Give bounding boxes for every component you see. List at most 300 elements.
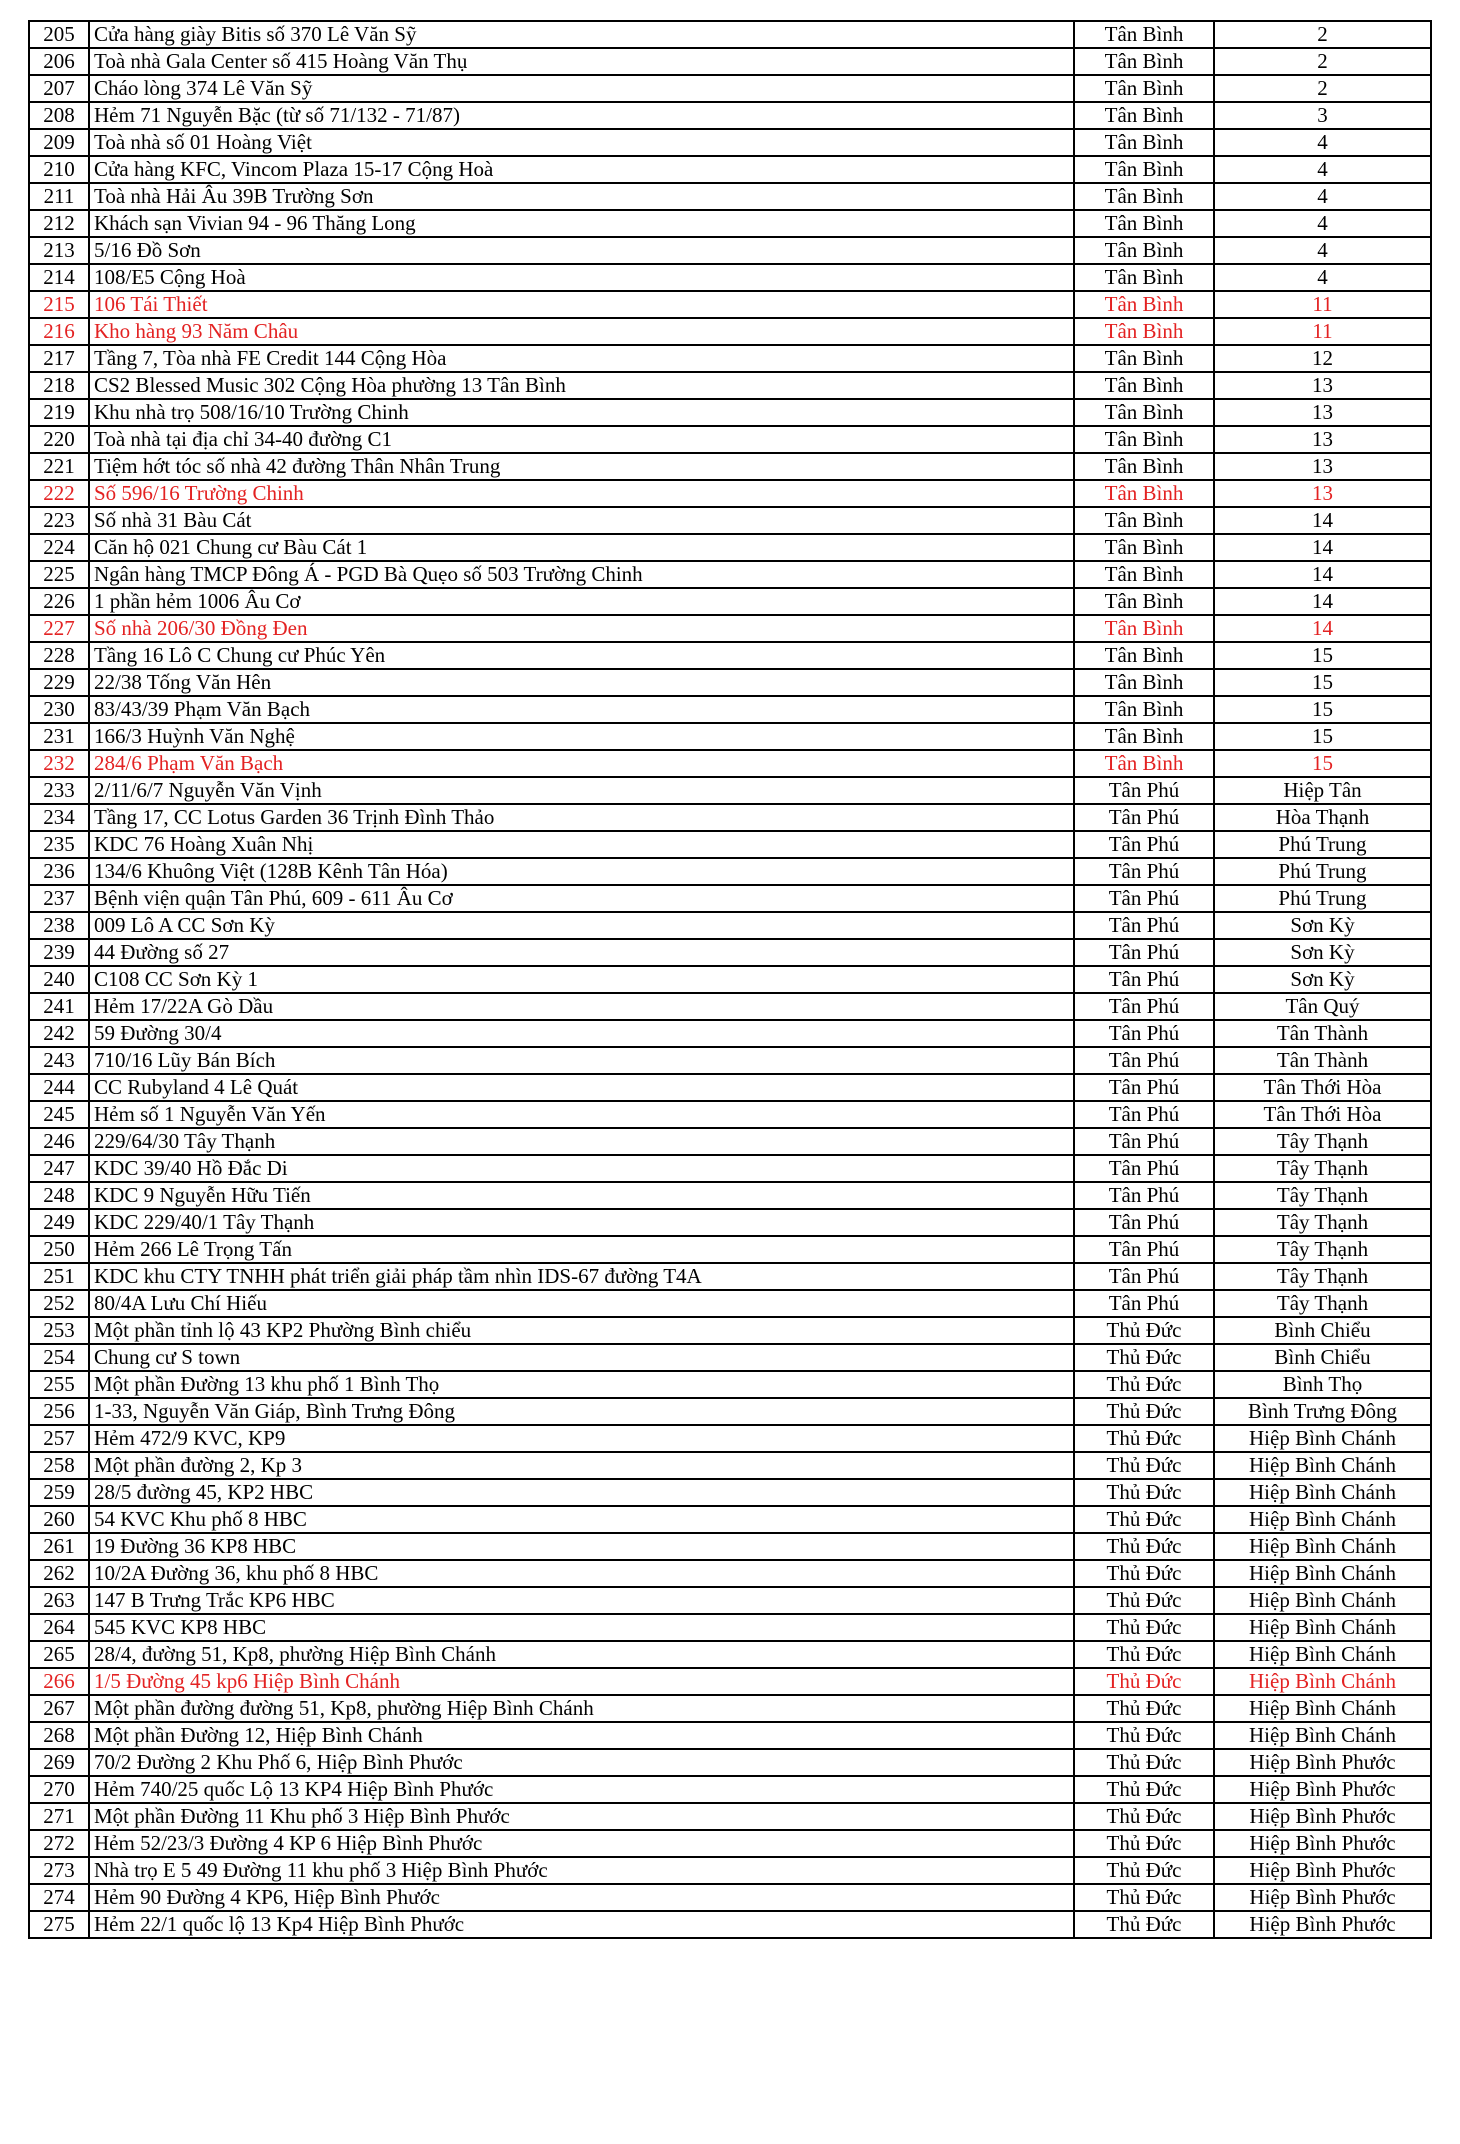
row-number: 236 — [29, 858, 89, 885]
address-cell: 83/43/39 Phạm Văn Bạch — [89, 696, 1074, 723]
district-cell: Tân Phú — [1074, 1047, 1214, 1074]
row-number: 240 — [29, 966, 89, 993]
address-cell: 2/11/6/7 Nguyễn Văn Vịnh — [89, 777, 1074, 804]
district-cell: Tân Phú — [1074, 966, 1214, 993]
district-cell: Thủ Đức — [1074, 1425, 1214, 1452]
ward-cell: Bình Trưng Đông — [1214, 1398, 1431, 1425]
address-cell: 54 KVC Khu phố 8 HBC — [89, 1506, 1074, 1533]
district-cell: Tân Bình — [1074, 615, 1214, 642]
ward-cell: 2 — [1214, 21, 1431, 48]
ward-cell: Hiệp Bình Chánh — [1214, 1614, 1431, 1641]
row-number: 253 — [29, 1317, 89, 1344]
address-cell: Một phần tỉnh lộ 43 KP2 Phường Bình chiểu — [89, 1317, 1074, 1344]
district-cell: Tân Bình — [1074, 561, 1214, 588]
address-table-body — [29, 21, 1431, 1938]
district-cell: Tân Bình — [1074, 318, 1214, 345]
district-cell: Tân Phú — [1074, 1128, 1214, 1155]
ward-cell: 15 — [1214, 750, 1431, 777]
table-row — [29, 1101, 1431, 1128]
address-cell: Một phần Đường 13 khu phố 1 Bình Thọ — [89, 1371, 1074, 1398]
address-cell: Một phần đường đường 51, Kp8, phường Hiệp Bình Chánh — [89, 1695, 1074, 1722]
address-cell: 22/38 Tống Văn Hên — [89, 669, 1074, 696]
table-row — [29, 750, 1431, 777]
table-row — [29, 75, 1431, 102]
address-cell: 134/6 Khuông Việt (128B Kênh Tân Hóa) — [89, 858, 1074, 885]
ward-cell: Hiệp Bình Chánh — [1214, 1506, 1431, 1533]
district-cell: Tân Bình — [1074, 507, 1214, 534]
address-cell: 009 Lô A CC Sơn Kỳ — [89, 912, 1074, 939]
ward-cell: Tây Thạnh — [1214, 1182, 1431, 1209]
address-cell: KDC 9 Nguyễn Hữu Tiến — [89, 1182, 1074, 1209]
district-cell: Tân Bình — [1074, 588, 1214, 615]
row-number: 237 — [29, 885, 89, 912]
district-cell: Tân Phú — [1074, 777, 1214, 804]
ward-cell: Tây Thạnh — [1214, 1128, 1431, 1155]
row-number: 264 — [29, 1614, 89, 1641]
address-cell: Khách sạn Vivian 94 - 96 Thăng Long — [89, 210, 1074, 237]
ward-cell: Hiệp Tân — [1214, 777, 1431, 804]
address-cell: 5/16 Đồ Sơn — [89, 237, 1074, 264]
table-row — [29, 1830, 1431, 1857]
district-cell: Tân Phú — [1074, 831, 1214, 858]
address-cell: Toà nhà Gala Center số 415 Hoàng Văn Thụ — [89, 48, 1074, 75]
address-cell: Hẻm 266 Lê Trọng Tấn — [89, 1236, 1074, 1263]
ward-cell: Hiệp Bình Phước — [1214, 1884, 1431, 1911]
table-row — [29, 1155, 1431, 1182]
table-row — [29, 1182, 1431, 1209]
district-cell: Thủ Đức — [1074, 1614, 1214, 1641]
table-row — [29, 1776, 1431, 1803]
table-row — [29, 399, 1431, 426]
district-cell: Thủ Đức — [1074, 1884, 1214, 1911]
row-number: 228 — [29, 642, 89, 669]
ward-cell: 13 — [1214, 453, 1431, 480]
ward-cell: 4 — [1214, 156, 1431, 183]
district-cell: Tân Phú — [1074, 912, 1214, 939]
ward-cell: Hiệp Bình Chánh — [1214, 1533, 1431, 1560]
district-cell: Tân Phú — [1074, 1236, 1214, 1263]
row-number: 273 — [29, 1857, 89, 1884]
row-number: 249 — [29, 1209, 89, 1236]
address-cell: Toà nhà số 01 Hoàng Việt — [89, 129, 1074, 156]
table-row — [29, 1020, 1431, 1047]
table-row — [29, 723, 1431, 750]
address-cell: Nhà trọ E 5 49 Đường 11 khu phố 3 Hiệp Bình Phước — [89, 1857, 1074, 1884]
row-number: 225 — [29, 561, 89, 588]
row-number: 267 — [29, 1695, 89, 1722]
district-cell: Tân Bình — [1074, 129, 1214, 156]
row-number: 251 — [29, 1263, 89, 1290]
row-number: 246 — [29, 1128, 89, 1155]
address-cell: CC Rubyland 4 Lê Quát — [89, 1074, 1074, 1101]
row-number: 235 — [29, 831, 89, 858]
district-cell: Thủ Đức — [1074, 1911, 1214, 1938]
address-cell: Chung cư S town — [89, 1344, 1074, 1371]
ward-cell: 12 — [1214, 345, 1431, 372]
ward-cell: Tây Thạnh — [1214, 1236, 1431, 1263]
district-cell: Tân Bình — [1074, 696, 1214, 723]
table-row — [29, 1533, 1431, 1560]
district-cell: Thủ Đức — [1074, 1587, 1214, 1614]
address-cell: Cháo lòng 374 Lê Văn Sỹ — [89, 75, 1074, 102]
address-cell: Cửa hàng KFC, Vincom Plaza 15-17 Cộng Hoà — [89, 156, 1074, 183]
row-number: 232 — [29, 750, 89, 777]
district-cell: Thủ Đức — [1074, 1776, 1214, 1803]
table-row — [29, 426, 1431, 453]
district-cell: Tân Phú — [1074, 1209, 1214, 1236]
district-cell: Tân Bình — [1074, 723, 1214, 750]
district-cell: Thủ Đức — [1074, 1668, 1214, 1695]
ward-cell: Bình Thọ — [1214, 1371, 1431, 1398]
address-cell: CS2 Blessed Music 302 Cộng Hòa phường 13 Tân Bình — [89, 372, 1074, 399]
row-number: 210 — [29, 156, 89, 183]
district-cell: Thủ Đức — [1074, 1479, 1214, 1506]
address-cell: KDC khu CTY TNHH phát triển giải pháp tầm nhìn IDS-67 đường T4A — [89, 1263, 1074, 1290]
district-cell: Tân Phú — [1074, 858, 1214, 885]
table-row — [29, 939, 1431, 966]
address-cell: 19 Đường 36 KP8 HBC — [89, 1533, 1074, 1560]
ward-cell: 14 — [1214, 534, 1431, 561]
table-row — [29, 1641, 1431, 1668]
address-cell: Số nhà 31 Bàu Cát — [89, 507, 1074, 534]
row-number: 248 — [29, 1182, 89, 1209]
table-row — [29, 1398, 1431, 1425]
address-cell: Tầng 16 Lô C Chung cư Phúc Yên — [89, 642, 1074, 669]
table-row — [29, 318, 1431, 345]
address-cell: Một phần đường 2, Kp 3 — [89, 1452, 1074, 1479]
address-cell: KDC 76 Hoàng Xuân Nhị — [89, 831, 1074, 858]
ward-cell: Hiệp Bình Chánh — [1214, 1722, 1431, 1749]
ward-cell: 14 — [1214, 507, 1431, 534]
row-number: 230 — [29, 696, 89, 723]
row-number: 217 — [29, 345, 89, 372]
ward-cell: 13 — [1214, 372, 1431, 399]
address-cell: Ngân hàng TMCP Đông Á - PGD Bà Quẹo số 503 Trường Chinh — [89, 561, 1074, 588]
address-cell: Hẻm 472/9 KVC, KP9 — [89, 1425, 1074, 1452]
ward-cell: Tân Thành — [1214, 1020, 1431, 1047]
row-number: 205 — [29, 21, 89, 48]
ward-cell: Hiệp Bình Chánh — [1214, 1641, 1431, 1668]
ward-cell: 13 — [1214, 426, 1431, 453]
district-cell: Thủ Đức — [1074, 1452, 1214, 1479]
address-cell: Hẻm 90 Đường 4 KP6, Hiệp Bình Phước — [89, 1884, 1074, 1911]
row-number: 265 — [29, 1641, 89, 1668]
district-cell: Thủ Đức — [1074, 1695, 1214, 1722]
table-row — [29, 1749, 1431, 1776]
address-cell: 70/2 Đường 2 Khu Phố 6, Hiệp Bình Phước — [89, 1749, 1074, 1776]
district-cell: Tân Phú — [1074, 1182, 1214, 1209]
row-number: 271 — [29, 1803, 89, 1830]
table-row — [29, 1209, 1431, 1236]
table-row — [29, 669, 1431, 696]
district-cell: Tân Phú — [1074, 993, 1214, 1020]
row-number: 239 — [29, 939, 89, 966]
district-cell: Tân Bình — [1074, 210, 1214, 237]
ward-cell: Tây Thạnh — [1214, 1263, 1431, 1290]
district-cell: Tân Bình — [1074, 102, 1214, 129]
table-row — [29, 129, 1431, 156]
row-number: 263 — [29, 1587, 89, 1614]
district-cell: Tân Bình — [1074, 453, 1214, 480]
table-row — [29, 1668, 1431, 1695]
district-cell: Tân Bình — [1074, 156, 1214, 183]
row-number: 242 — [29, 1020, 89, 1047]
table-row — [29, 237, 1431, 264]
address-cell: Hẻm 52/23/3 Đường 4 KP 6 Hiệp Bình Phước — [89, 1830, 1074, 1857]
address-cell: 545 KVC KP8 HBC — [89, 1614, 1074, 1641]
ward-cell: Hiệp Bình Phước — [1214, 1776, 1431, 1803]
ward-cell: Hiệp Bình Phước — [1214, 1857, 1431, 1884]
row-number: 256 — [29, 1398, 89, 1425]
district-cell: Tân Phú — [1074, 1020, 1214, 1047]
ward-cell: Hiệp Bình Phước — [1214, 1911, 1431, 1938]
district-cell: Tân Bình — [1074, 534, 1214, 561]
ward-cell: 2 — [1214, 48, 1431, 75]
table-row — [29, 966, 1431, 993]
ward-cell: Phú Trung — [1214, 885, 1431, 912]
district-cell: Tân Phú — [1074, 1101, 1214, 1128]
table-row — [29, 1236, 1431, 1263]
row-number: 241 — [29, 993, 89, 1020]
district-cell: Thủ Đức — [1074, 1560, 1214, 1587]
row-number: 222 — [29, 480, 89, 507]
address-cell: 1/5 Đường 45 kp6 Hiệp Bình Chánh — [89, 1668, 1074, 1695]
ward-cell: 14 — [1214, 588, 1431, 615]
row-number: 219 — [29, 399, 89, 426]
district-cell: Thủ Đức — [1074, 1641, 1214, 1668]
district-cell: Thủ Đức — [1074, 1803, 1214, 1830]
table-row — [29, 21, 1431, 48]
table-row — [29, 48, 1431, 75]
row-number: 245 — [29, 1101, 89, 1128]
ward-cell: Tây Thạnh — [1214, 1290, 1431, 1317]
row-number: 231 — [29, 723, 89, 750]
row-number: 257 — [29, 1425, 89, 1452]
address-cell: 710/16 Lũy Bán Bích — [89, 1047, 1074, 1074]
address-cell: Hẻm 71 Nguyễn Bặc (từ số 71/132 - 71/87) — [89, 102, 1074, 129]
district-cell: Tân Bình — [1074, 642, 1214, 669]
district-cell: Tân Bình — [1074, 480, 1214, 507]
ward-cell: Tân Thới Hòa — [1214, 1101, 1431, 1128]
district-cell: Tân Phú — [1074, 885, 1214, 912]
row-number: 208 — [29, 102, 89, 129]
ward-cell: 4 — [1214, 183, 1431, 210]
row-number: 229 — [29, 669, 89, 696]
district-cell: Thủ Đức — [1074, 1722, 1214, 1749]
ward-cell: 2 — [1214, 75, 1431, 102]
address-cell: C108 CC Sơn Kỳ 1 — [89, 966, 1074, 993]
ward-cell: Hiệp Bình Chánh — [1214, 1668, 1431, 1695]
row-number: 220 — [29, 426, 89, 453]
row-number: 223 — [29, 507, 89, 534]
ward-cell: Bình Chiểu — [1214, 1317, 1431, 1344]
ward-cell: Tân Quý — [1214, 993, 1431, 1020]
address-cell: Căn hộ 021 Chung cư Bàu Cát 1 — [89, 534, 1074, 561]
row-number: 255 — [29, 1371, 89, 1398]
table-row — [29, 453, 1431, 480]
table-row — [29, 1344, 1431, 1371]
row-number: 213 — [29, 237, 89, 264]
row-number: 259 — [29, 1479, 89, 1506]
address-cell: Số 596/16 Trường Chinh — [89, 480, 1074, 507]
district-cell: Tân Phú — [1074, 804, 1214, 831]
address-cell: Một phần Đường 11 Khu phố 3 Hiệp Bình Phước — [89, 1803, 1074, 1830]
table-row — [29, 1425, 1431, 1452]
address-cell: KDC 39/40 Hồ Đắc Di — [89, 1155, 1074, 1182]
ward-cell: Sơn Kỳ — [1214, 939, 1431, 966]
row-number: 209 — [29, 129, 89, 156]
table-row — [29, 588, 1431, 615]
row-number: 261 — [29, 1533, 89, 1560]
address-cell: Số nhà 206/30 Đồng Đen — [89, 615, 1074, 642]
address-table — [28, 20, 1432, 1939]
address-cell: Bệnh viện quận Tân Phú, 609 - 611 Âu Cơ — [89, 885, 1074, 912]
row-number: 266 — [29, 1668, 89, 1695]
ward-cell: Bình Chiểu — [1214, 1344, 1431, 1371]
row-number: 238 — [29, 912, 89, 939]
ward-cell: Hòa Thạnh — [1214, 804, 1431, 831]
table-row — [29, 831, 1431, 858]
district-cell: Tân Phú — [1074, 1155, 1214, 1182]
address-cell: Cửa hàng giày Bitis số 370 Lê Văn Sỹ — [89, 21, 1074, 48]
address-cell: Hẻm 740/25 quốc Lộ 13 KP4 Hiệp Bình Phước — [89, 1776, 1074, 1803]
table-row — [29, 480, 1431, 507]
ward-cell: 13 — [1214, 480, 1431, 507]
row-number: 274 — [29, 1884, 89, 1911]
district-cell: Thủ Đức — [1074, 1371, 1214, 1398]
table-row — [29, 102, 1431, 129]
district-cell: Tân Phú — [1074, 1074, 1214, 1101]
address-cell: Tầng 17, CC Lotus Garden 36 Trịnh Đình Thảo — [89, 804, 1074, 831]
ward-cell: Hiệp Bình Phước — [1214, 1830, 1431, 1857]
district-cell: Tân Bình — [1074, 345, 1214, 372]
table-row — [29, 1128, 1431, 1155]
table-row — [29, 777, 1431, 804]
ward-cell: 11 — [1214, 318, 1431, 345]
row-number: 252 — [29, 1290, 89, 1317]
ward-cell: 4 — [1214, 237, 1431, 264]
table-row — [29, 696, 1431, 723]
address-cell: 28/4, đường 51, Kp8, phường Hiệp Bình Chánh — [89, 1641, 1074, 1668]
row-number: 270 — [29, 1776, 89, 1803]
district-cell: Tân Phú — [1074, 1290, 1214, 1317]
ward-cell: Phú Trung — [1214, 858, 1431, 885]
table-row — [29, 372, 1431, 399]
ward-cell: Tân Thới Hòa — [1214, 1074, 1431, 1101]
ward-cell: Tân Thành — [1214, 1047, 1431, 1074]
row-number: 215 — [29, 291, 89, 318]
address-cell: 284/6 Phạm Văn Bạch — [89, 750, 1074, 777]
district-cell: Tân Bình — [1074, 426, 1214, 453]
district-cell: Thủ Đức — [1074, 1398, 1214, 1425]
address-list-sheet — [28, 20, 1430, 1939]
district-cell: Tân Bình — [1074, 48, 1214, 75]
row-number: 244 — [29, 1074, 89, 1101]
table-row — [29, 264, 1431, 291]
row-number: 227 — [29, 615, 89, 642]
address-cell: Tiệm hớt tóc số nhà 42 đường Thân Nhân Trung — [89, 453, 1074, 480]
district-cell: Tân Bình — [1074, 264, 1214, 291]
address-cell: 28/5 đường 45, KP2 HBC — [89, 1479, 1074, 1506]
row-number: 233 — [29, 777, 89, 804]
table-row — [29, 1803, 1431, 1830]
table-row — [29, 1290, 1431, 1317]
row-number: 207 — [29, 75, 89, 102]
table-row — [29, 1560, 1431, 1587]
address-cell: 106 Tái Thiết — [89, 291, 1074, 318]
address-cell: 147 B Trưng Trắc KP6 HBC — [89, 1587, 1074, 1614]
district-cell: Tân Bình — [1074, 372, 1214, 399]
table-row — [29, 345, 1431, 372]
row-number: 218 — [29, 372, 89, 399]
table-row — [29, 1263, 1431, 1290]
ward-cell: 14 — [1214, 615, 1431, 642]
row-number: 212 — [29, 210, 89, 237]
row-number: 211 — [29, 183, 89, 210]
district-cell: Thủ Đức — [1074, 1344, 1214, 1371]
row-number: 216 — [29, 318, 89, 345]
table-row — [29, 1722, 1431, 1749]
row-number: 254 — [29, 1344, 89, 1371]
district-cell: Thủ Đức — [1074, 1749, 1214, 1776]
district-cell: Tân Bình — [1074, 183, 1214, 210]
district-cell: Tân Bình — [1074, 237, 1214, 264]
district-cell: Thủ Đức — [1074, 1533, 1214, 1560]
row-number: 214 — [29, 264, 89, 291]
ward-cell: 3 — [1214, 102, 1431, 129]
ward-cell: Hiệp Bình Chánh — [1214, 1560, 1431, 1587]
address-cell: 1-33, Nguyễn Văn Giáp, Bình Trưng Đông — [89, 1398, 1074, 1425]
table-row — [29, 1479, 1431, 1506]
table-row — [29, 1857, 1431, 1884]
district-cell: Thủ Đức — [1074, 1317, 1214, 1344]
table-row — [29, 885, 1431, 912]
ward-cell: Tây Thạnh — [1214, 1209, 1431, 1236]
row-number: 269 — [29, 1749, 89, 1776]
address-cell: Hẻm số 1 Nguyễn Văn Yến — [89, 1101, 1074, 1128]
address-cell: Hẻm 22/1 quốc lộ 13 Kp4 Hiệp Bình Phước — [89, 1911, 1074, 1938]
table-row — [29, 1074, 1431, 1101]
table-row — [29, 1047, 1431, 1074]
table-row — [29, 642, 1431, 669]
row-number: 262 — [29, 1560, 89, 1587]
ward-cell: Hiệp Bình Chánh — [1214, 1695, 1431, 1722]
address-cell: 59 Đường 30/4 — [89, 1020, 1074, 1047]
ward-cell: Hiệp Bình Chánh — [1214, 1425, 1431, 1452]
ward-cell: 15 — [1214, 723, 1431, 750]
address-cell: Hẻm 17/22A Gò Dầu — [89, 993, 1074, 1020]
table-row — [29, 291, 1431, 318]
row-number: 258 — [29, 1452, 89, 1479]
address-cell: Một phần Đường 12, Hiệp Bình Chánh — [89, 1722, 1074, 1749]
address-cell: 108/E5 Cộng Hoà — [89, 264, 1074, 291]
table-row — [29, 561, 1431, 588]
address-cell: Toà nhà tại địa chỉ 34-40 đường C1 — [89, 426, 1074, 453]
district-cell: Tân Phú — [1074, 939, 1214, 966]
table-row — [29, 1614, 1431, 1641]
table-row — [29, 1452, 1431, 1479]
row-number: 275 — [29, 1911, 89, 1938]
row-number: 268 — [29, 1722, 89, 1749]
ward-cell: 4 — [1214, 210, 1431, 237]
ward-cell: 14 — [1214, 561, 1431, 588]
table-row — [29, 210, 1431, 237]
table-row — [29, 1695, 1431, 1722]
address-cell: 44 Đường số 27 — [89, 939, 1074, 966]
district-cell: Tân Bình — [1074, 399, 1214, 426]
row-number: 206 — [29, 48, 89, 75]
row-number: 247 — [29, 1155, 89, 1182]
